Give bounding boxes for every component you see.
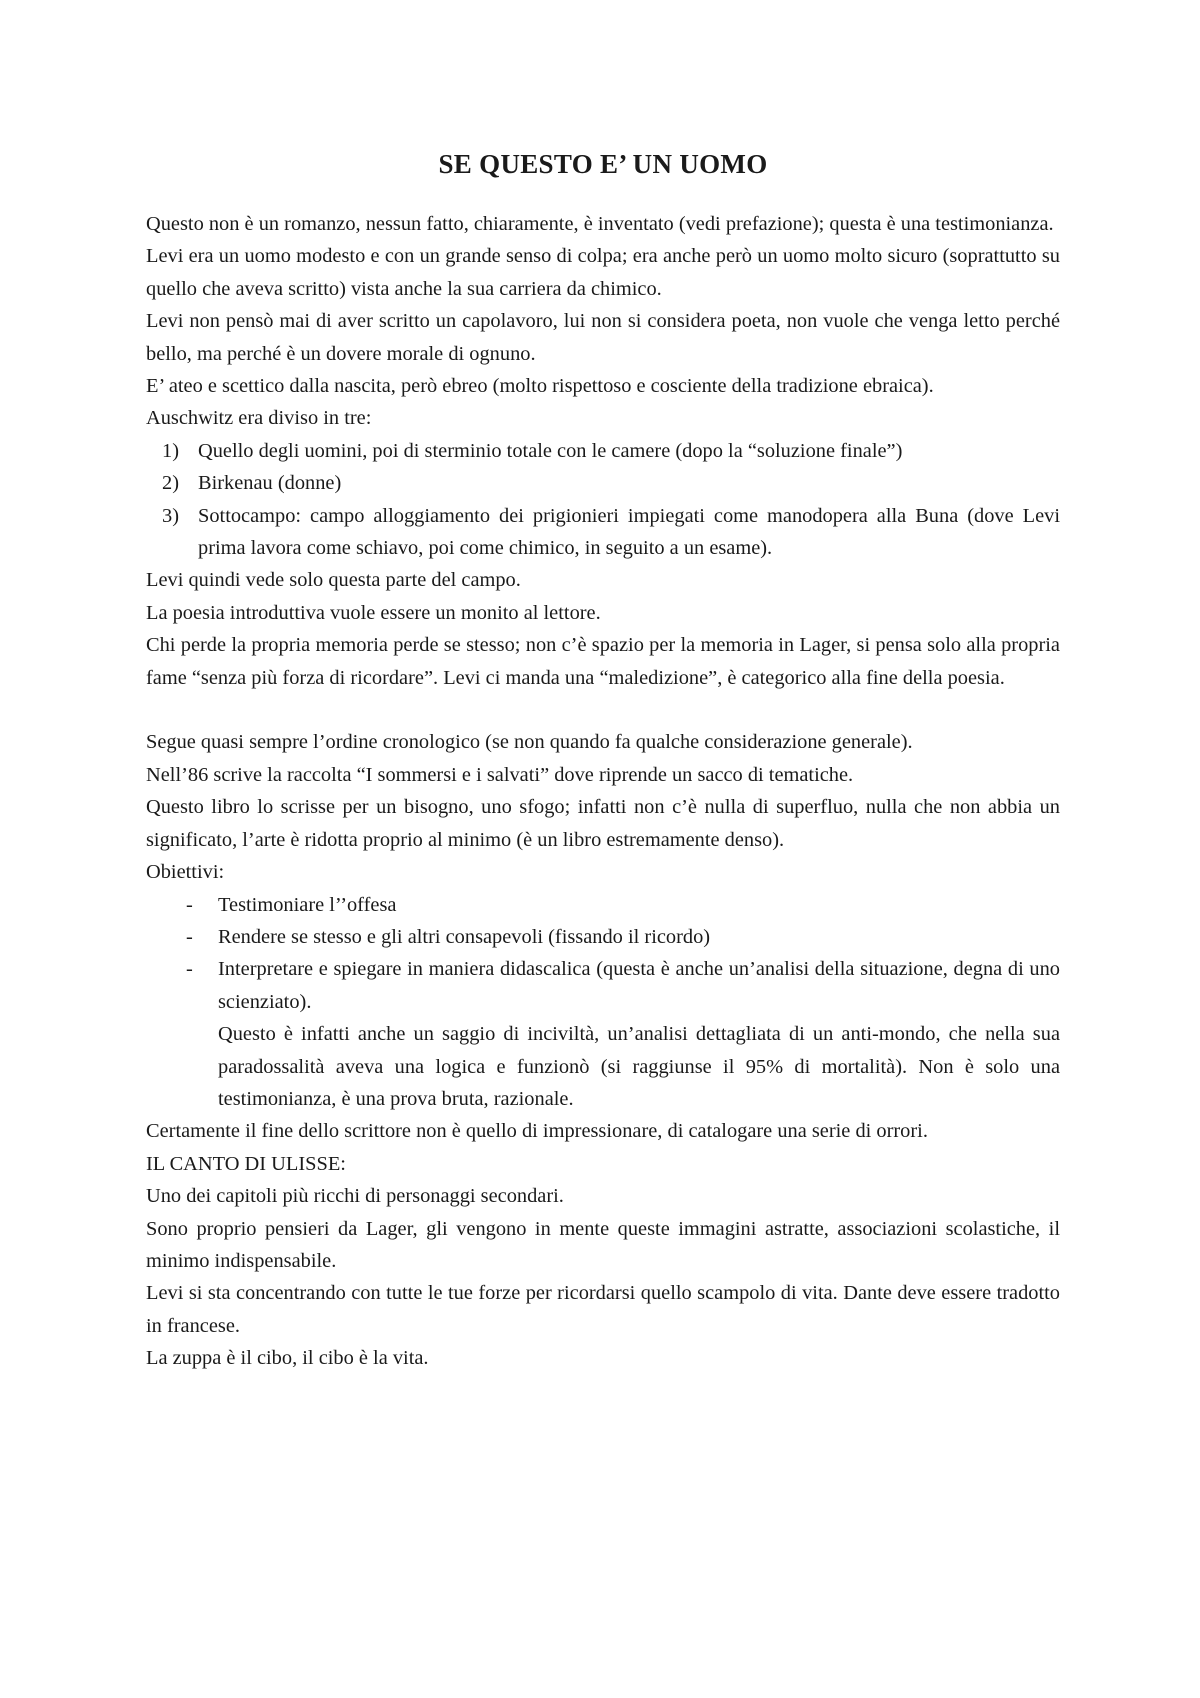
paragraph: Certamente il fine dello scrittore non è quello di impressionare, di catalogare una serie di orrori.: [146, 1120, 928, 1143]
paragraph: Levi era un uomo modesto e con un grande senso di colpa; era anche però un uomo molto sicuro (soprattutto su quello che aveva scritto) vista anche la sua carriera da chimico.: [146, 245, 1060, 300]
camp-list: [146, 435, 1060, 565]
objectives-note: Questo è infatti anche un saggio di inciviltà, un’analisi dettagliata di un anti-mondo, che nella sua paradossalità aveva una logica e funzionò (si raggiunse il 95% di mortalità). Non è solo una testimonianza, è una prova bruta, razionale.: [218, 1023, 1060, 1110]
list-item-text: Sottocampo: campo alloggiamento dei prigionieri impiegati come manodopera alla Buna (dove Levi prima lavora come schiavo, poi come chimico, in seguito a un esame).: [198, 504, 1060, 560]
paragraph: Questo non è un romanzo, nessun fatto, chiaramente, è inventato (vedi prefazione); questa è una testimonianza.: [146, 213, 1054, 235]
paragraph: Sono proprio pensieri da Lager, gli vengono in mente queste immagini astratte, associazioni scolastiche, il minimo indispensabile.: [146, 1217, 1060, 1272]
paragraph: Levi non pensò mai di aver scritto un capolavoro, lui non si considera poeta, non vuole che venga letto perché bello, ma perché è un dovere morale di ognuno.: [146, 310, 1060, 365]
list-marker: 3): [162, 504, 179, 527]
list-item: [146, 435, 1060, 467]
list-item-text: Rendere se stesso e gli altri consapevoli (fissando il ricordo): [218, 925, 711, 948]
list-item: [146, 889, 1060, 921]
paragraph: Levi quindi vede solo questa parte del campo.: [146, 569, 521, 592]
list-marker: 1): [162, 439, 179, 462]
document-body: [146, 208, 1060, 1375]
list-marker: -: [186, 893, 193, 916]
list-item: [146, 467, 1060, 499]
list-item-text: Testimoniare l’’offesa: [218, 893, 397, 916]
paragraph: Chi perde la propria memoria perde se stesso; non c’è spazio per la memoria in Lager, si pensa solo alla propria fame “senza più forza di ricordare”. Levi ci manda una “maledizione”, è categorico alla fine della poesia.: [146, 634, 1060, 689]
paragraph: Segue quasi sempre l’ordine cronologico (se non quando fa qualche considerazione generale).: [146, 731, 913, 754]
list-item: [146, 953, 1060, 1018]
blank-line: [146, 694, 1060, 726]
list-item-text: Quello degli uomini, poi di sterminio totale con le camere (dopo la “soluzione finale”): [198, 439, 903, 462]
paragraph: La poesia introduttiva vuole essere un monito al lettore.: [146, 601, 601, 624]
paragraph: E’ ateo e scettico dalla nascita, però ebreo (molto rispettoso e cosciente della tradizione ebraica).: [146, 375, 934, 398]
list-item: [146, 500, 1060, 565]
objectives-list: [146, 889, 1060, 1019]
list-item-text: Birkenau (donne): [198, 472, 342, 495]
list-marker: -: [186, 925, 193, 948]
paragraph: Levi si sta concentrando con tutte le tue forze per ricordarsi quello scampolo di vita. Dante deve essere tradotto in francese.: [146, 1282, 1060, 1337]
section-heading: IL CANTO DI ULISSE:: [146, 1152, 346, 1175]
paragraph: Obiettivi:: [146, 861, 225, 884]
list-marker: -: [186, 958, 193, 981]
paragraph: Nell’86 scrive la raccolta “I sommersi e i salvati” dove riprende un sacco di tematiche.: [146, 763, 854, 786]
list-item-text: Interpretare e spiegare in maniera didascalica (questa è anche un’analisi della situazione, degna di uno scienziato).: [218, 958, 1060, 1013]
list-marker: 2): [162, 472, 179, 495]
paragraph: Questo libro lo scrisse per un bisogno, uno sfogo; infatti non c’è nulla di superfluo, nulla che non abbia un significato, l’arte è ridotta proprio al minimo (è un libro estremamente denso).: [146, 796, 1060, 851]
paragraph: Auschwitz era diviso in tre:: [146, 407, 372, 430]
paragraph: La zuppa è il cibo, il cibo è la vita.: [146, 1347, 429, 1370]
page-title: SE QUESTO E’ UN UOMO: [438, 149, 768, 179]
paragraph: Uno dei capitoli più ricchi di personaggi secondari.: [146, 1185, 564, 1208]
list-item: [146, 921, 1060, 953]
